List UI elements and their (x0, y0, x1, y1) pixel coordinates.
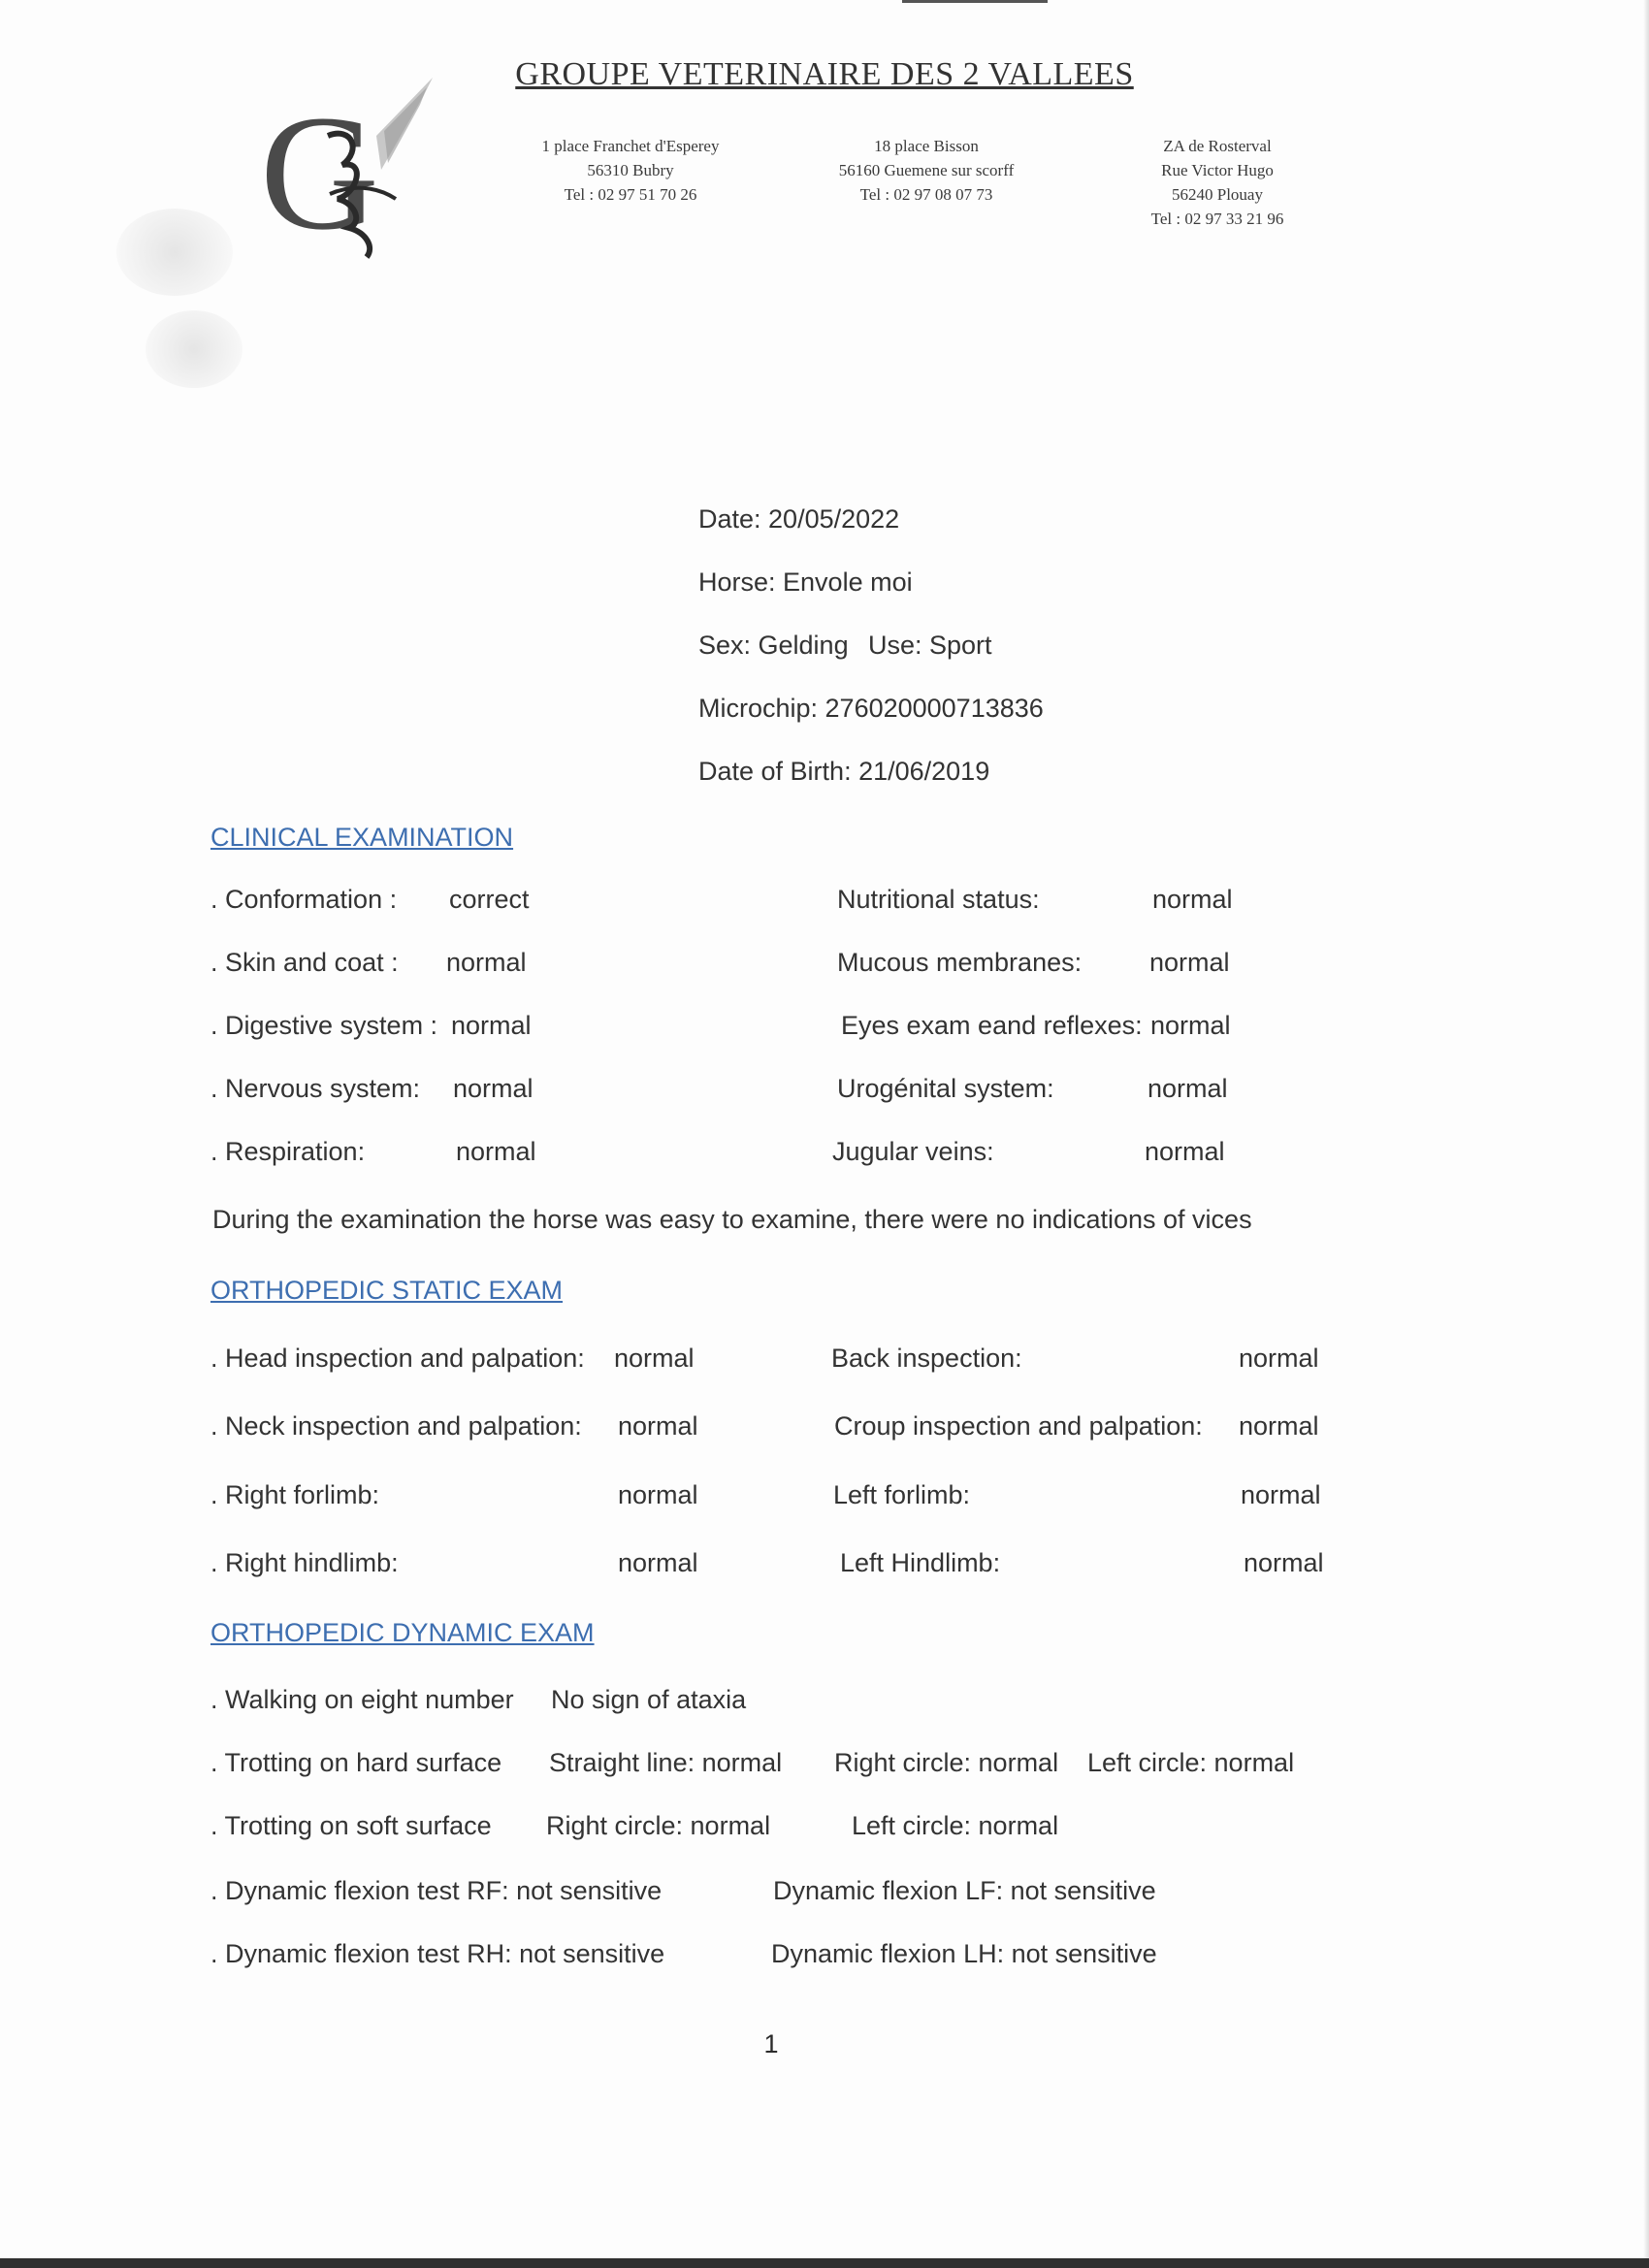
address-block-guemene (800, 134, 1052, 207)
clinical-value: normal (456, 1137, 536, 1166)
static-label: Left Hindlimb: (840, 1548, 1001, 1577)
dynamic-result: Dynamic flexion LF: not sensitive (773, 1876, 1156, 1905)
clinical-value: normal (1148, 1074, 1228, 1103)
dynamic-result: Straight line: normal (549, 1748, 783, 1777)
static-label: Left forlimb: (833, 1480, 971, 1509)
clinic-logo (260, 78, 435, 262)
dynamic-label: . Walking on eight number (210, 1685, 514, 1714)
clinical-value: normal (1149, 948, 1230, 977)
dynamic-result: No sign of ataxia (551, 1685, 747, 1714)
static-label: Croup inspection and palpation: (834, 1411, 1203, 1441)
clinical-value: correct (449, 885, 530, 914)
clinic-name: GROUPE VETERINAIRE DES 2 VALLEES (515, 56, 1134, 92)
exam-date: Date: 20/05/2022 (698, 504, 900, 534)
address-line: Rue Victor Hugo (1161, 161, 1274, 179)
clinical-label: Eyes exam eand reflexes: (841, 1011, 1143, 1040)
dynamic-label: . Dynamic flexion test RF: not sensitive (210, 1876, 663, 1905)
clinical-value: normal (451, 1011, 532, 1040)
dynamic-result: Left circle: normal (1087, 1748, 1295, 1777)
dynamic-result: Dynamic flexion LH: not sensitive (771, 1939, 1157, 1968)
clinical-note: During the examination the horse was easy to examine, there were no indications of vices (212, 1205, 1252, 1234)
clinical-value: normal (446, 948, 527, 977)
static-label: . Neck inspection and palpation: (210, 1411, 582, 1441)
static-value: normal (618, 1411, 698, 1441)
address-phone: Tel : 02 97 33 21 96 (1150, 210, 1284, 228)
page-number: 1 (763, 2029, 779, 2058)
horse-sex: Sex: Gelding (698, 631, 849, 660)
clinical-label: Nutritional status: (837, 885, 1040, 914)
dynamic-label: . Dynamic flexion test RH: not sensitive (210, 1939, 665, 1968)
dynamic-result: Left circle: normal (852, 1811, 1059, 1840)
address-phone: Tel : 02 97 51 70 26 (564, 185, 697, 204)
clinical-value: normal (1145, 1137, 1225, 1166)
horse-date-of-birth: Date of Birth: 21/06/2019 (698, 757, 990, 786)
horse-name: Horse: Envole moi (698, 567, 913, 597)
clinical-label: Mucous membranes: (837, 948, 1083, 977)
horse-use: Use: Sport (868, 631, 992, 660)
clinical-value: normal (1150, 1011, 1231, 1040)
static-value: normal (618, 1548, 698, 1577)
static-value: normal (1241, 1480, 1321, 1509)
clinical-label: . Digestive system : (210, 1011, 438, 1040)
scan-smudge (146, 310, 242, 388)
address-line: 56240 Plouay (1172, 185, 1263, 204)
static-label: . Right forlimb: (210, 1480, 380, 1509)
scan-top-mark (902, 0, 1048, 3)
address-line: 1 place Franchet d'Esperey (541, 137, 720, 155)
clinical-label: Jugular veins: (832, 1137, 994, 1166)
static-label: Back inspection: (831, 1344, 1022, 1373)
scan-bottom-edge (0, 2258, 1649, 2268)
dynamic-result: Right circle: normal (834, 1748, 1059, 1777)
section-heading-orthopedic-static: ORTHOPEDIC STATIC EXAM (210, 1276, 564, 1305)
clinical-label: . Skin and coat : (210, 948, 399, 977)
address-line: ZA de Rosterval (1163, 137, 1272, 155)
address-phone: Tel : 02 97 08 07 73 (859, 185, 993, 204)
horse-microchip: Microchip: 276020000713836 (698, 694, 1044, 723)
section-heading-orthopedic-dynamic: ORTHOPEDIC DYNAMIC EXAM (210, 1618, 595, 1647)
dynamic-label: . Trotting on soft surface (210, 1811, 492, 1840)
clinical-label: . Respiration: (210, 1137, 366, 1166)
clinical-label: . Nervous system: (210, 1074, 421, 1103)
static-label: . Right hindlimb: (210, 1548, 399, 1577)
static-value: normal (1244, 1548, 1324, 1577)
static-value: normal (1239, 1344, 1319, 1373)
clinical-value: normal (453, 1074, 534, 1103)
scan-smudge (116, 209, 233, 296)
clinical-label: . Conformation : (210, 885, 398, 914)
address-line: 18 place Bisson (874, 137, 979, 155)
static-value: normal (614, 1344, 695, 1373)
static-value: normal (618, 1480, 698, 1509)
address-line: 56310 Bubry (587, 161, 674, 179)
dynamic-result: Right circle: normal (546, 1811, 771, 1840)
svg-text:G: G (260, 81, 379, 262)
dynamic-label: . Trotting on hard surface (210, 1748, 502, 1777)
address-block-plouay (1091, 134, 1343, 231)
address-block-bubry (504, 134, 757, 207)
static-label: . Head inspection and palpation: (210, 1344, 585, 1373)
static-value: normal (1239, 1411, 1319, 1441)
clinical-label: Urogénital system: (837, 1074, 1054, 1103)
address-line: 56160 Guemene sur scorff (838, 161, 1015, 179)
section-heading-clinical: CLINICAL EXAMINATION (210, 823, 514, 852)
scan-edge-shadow (1643, 0, 1649, 2268)
clinical-value: normal (1152, 885, 1233, 914)
